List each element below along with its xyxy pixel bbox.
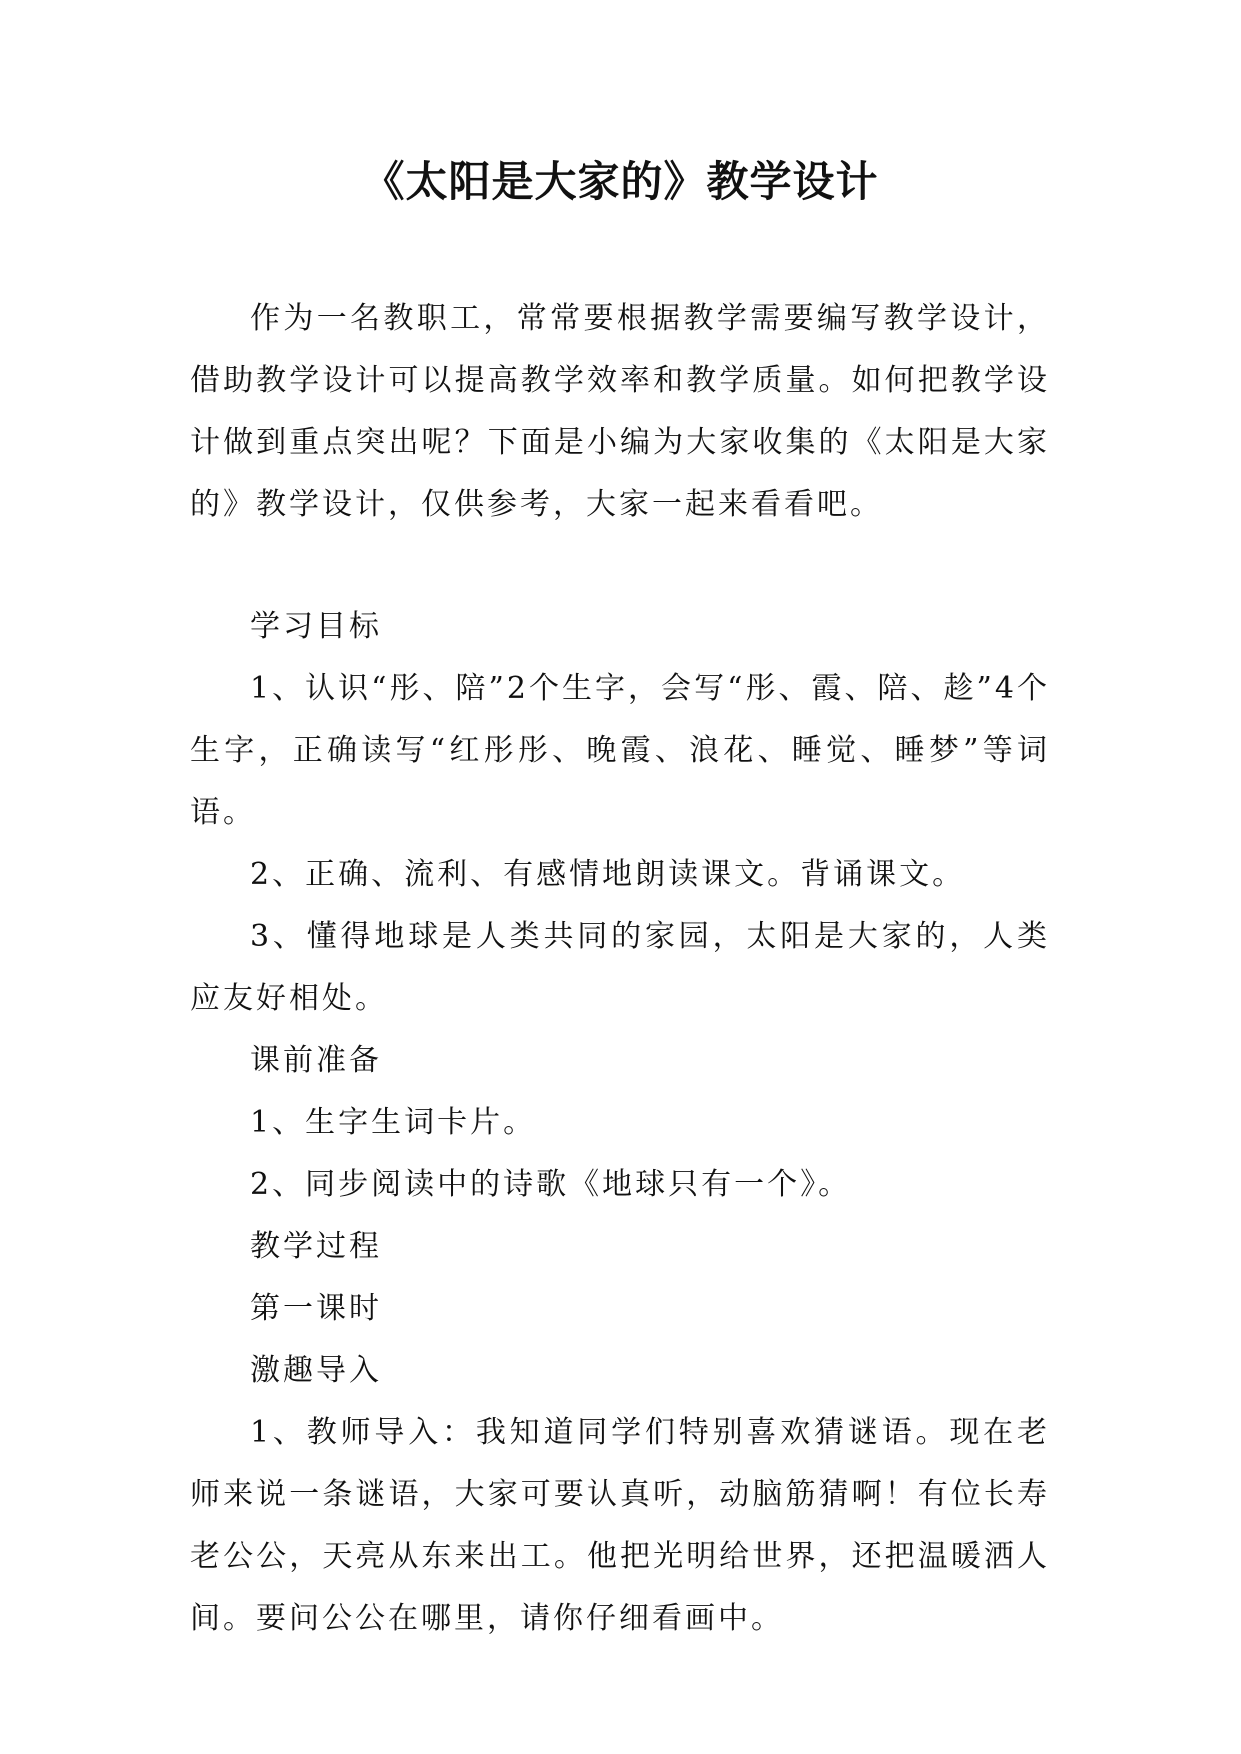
section-heading-process: 教学过程	[250, 1229, 382, 1264]
intro-paragraph: 作为一名教职工，常常要根据教学需要编写教学设计，借助教学设计可以提高教学效率和教学质量。如何把教学设计做到重点突出呢？下面是小编为大家收集的《太阳是大家的》教学设计，仅供参考，大家一起来看看吧。	[190, 301, 1050, 522]
subheading-introduction: 激趣导入	[250, 1353, 382, 1388]
preparation-item-2: 2、同步阅读中的诗歌《地球只有一个》。	[250, 1167, 852, 1202]
section-heading-preparation: 课前准备	[250, 1043, 382, 1078]
process-item-1: 1、教师导入：我知道同学们特别喜欢猜谜语。现在老师来说一条谜语，大家可要认真听，动脑筋猜啊！有位长寿老公公，天亮从东来出工。他把光明给世界，还把温暖洒人间。要问公公在哪里，请你仔细看画中。	[190, 1415, 1050, 1636]
document-body	[190, 288, 1050, 1650]
preparation-item-1: 1、生字生词卡片。	[250, 1105, 537, 1140]
goal-item-3: 3、懂得地球是人类共同的家园，太阳是大家的，人类应友好相处。	[190, 919, 1050, 1016]
document-title: 《太阳是大家的》教学设计	[362, 157, 879, 206]
paragraph-spacer	[190, 536, 1050, 596]
subheading-first-lesson: 第一课时	[250, 1291, 382, 1326]
section-heading-goals: 学习目标	[250, 609, 382, 644]
goal-item-2: 2、正确、流利、有感情地朗读课文。背诵课文。	[250, 857, 966, 892]
goal-item-1: 1、认识“彤、陪”2个生字，会写“彤、霞、陪、趁”4个生字，正确读写“红彤彤、晚霞、浪花、睡觉、睡梦”等词语。	[190, 671, 1050, 830]
